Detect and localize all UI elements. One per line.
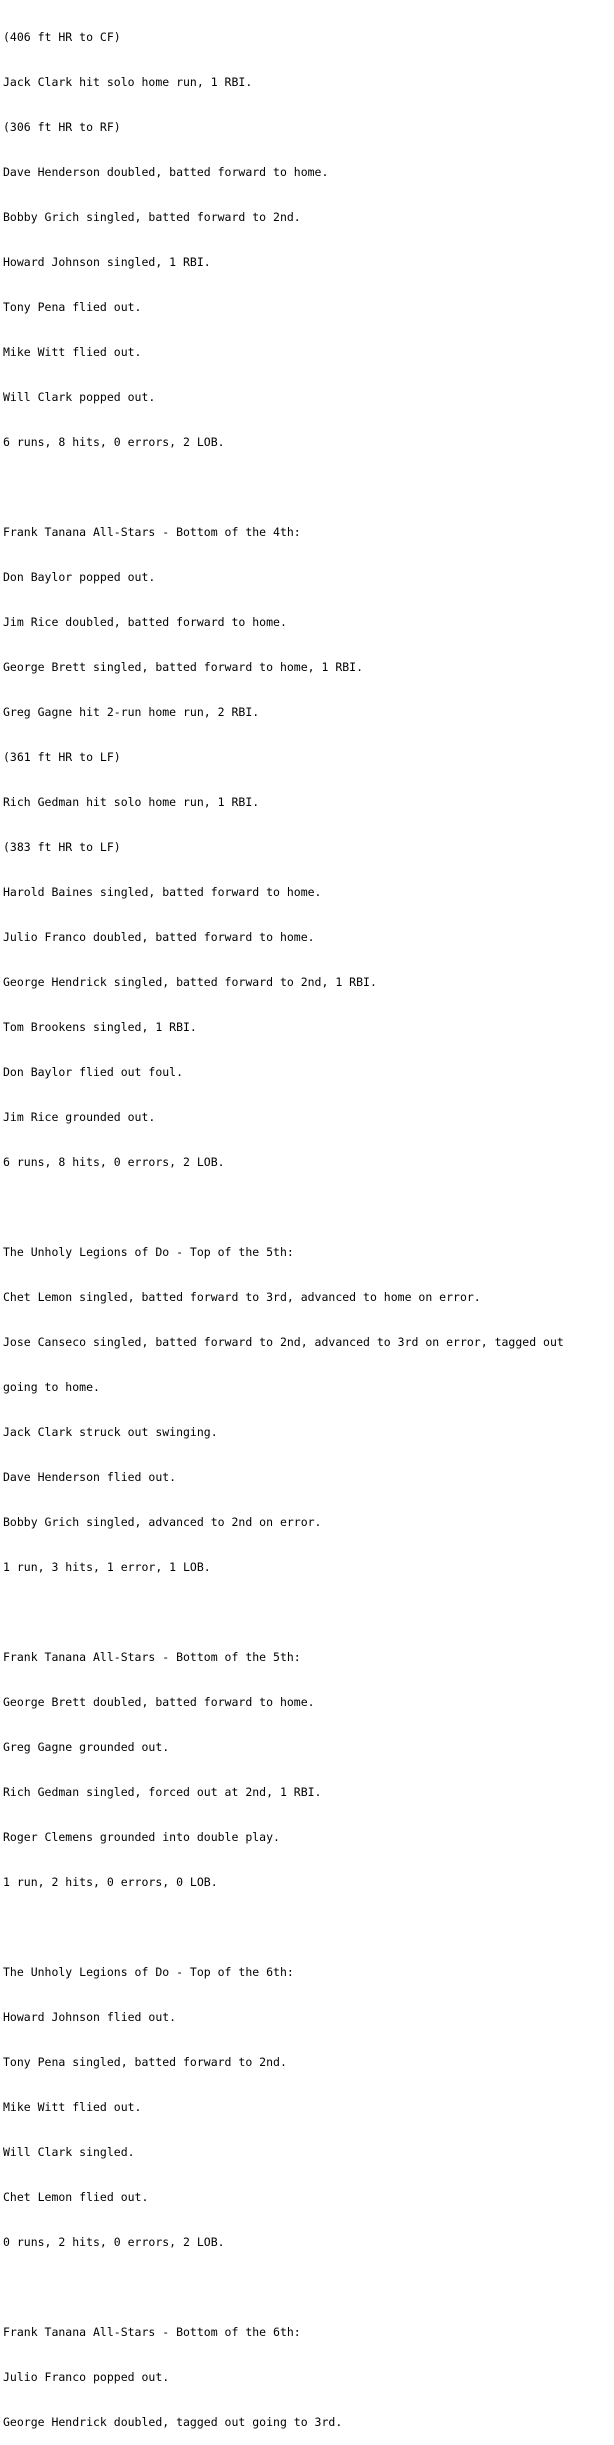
- log-line: (306 ft HR to RF): [3, 120, 121, 134]
- log-line: Dave Henderson flied out.: [3, 1470, 177, 1484]
- log-line: Chet Lemon singled, batted forward to 3rd, advanced to home on error.: [3, 1290, 481, 1304]
- blank-line: [3, 1605, 611, 1620]
- log-line: (361 ft HR to LF): [3, 750, 121, 764]
- inning-header: The Unholy Legions of Do - Top of the 6th:: [3, 1965, 294, 1979]
- log-line: Bobby Grich singled, advanced to 2nd on error.: [3, 1515, 322, 1529]
- log-line: Roger Clemens grounded into double play.: [3, 1830, 280, 1844]
- log-line: Jose Canseco singled, batted forward to 2nd, advanced to 3rd on error, tagged out: [3, 1335, 564, 1349]
- log-line: (383 ft HR to LF): [3, 840, 121, 854]
- log-line: Will Clark popped out.: [3, 390, 156, 404]
- log-line: Don Baylor popped out.: [3, 570, 156, 584]
- log-line: Rich Gedman hit solo home run, 1 RBI.: [3, 795, 260, 809]
- log-line: Chet Lemon flied out.: [3, 2190, 149, 2204]
- log-line: Jack Clark struck out swinging.: [3, 1425, 218, 1439]
- inning-header: Frank Tanana All-Stars - Bottom of the 4th:: [3, 525, 301, 539]
- log-line: Will Clark singled.: [3, 2145, 135, 2159]
- inning-header: Frank Tanana All-Stars - Bottom of the 6th:: [3, 2325, 301, 2339]
- inning-summary: 1 run, 2 hits, 0 errors, 0 LOB.: [3, 1875, 218, 1889]
- log-line: Julio Franco popped out.: [3, 2370, 170, 2384]
- log-line: Greg Gagne hit 2-run home run, 2 RBI.: [3, 705, 260, 719]
- log-line: Tom Brookens singled, 1 RBI.: [3, 1020, 197, 1034]
- log-line: Mike Witt flied out.: [3, 2100, 142, 2114]
- log-line: Mike Witt flied out.: [3, 345, 142, 359]
- inning-summary: 6 runs, 8 hits, 0 errors, 2 LOB.: [3, 435, 225, 449]
- log-line: Don Baylor flied out foul.: [3, 1065, 184, 1079]
- inning-summary: 0 runs, 2 hits, 0 errors, 2 LOB.: [3, 2235, 225, 2249]
- log-line: Greg Gagne grounded out.: [3, 1740, 170, 1754]
- inning-summary: 6 runs, 8 hits, 0 errors, 2 LOB.: [3, 1155, 225, 1169]
- log-line: George Brett singled, batted forward to home, 1 RBI.: [3, 660, 364, 674]
- log-line: Dave Henderson doubled, batted forward to home.: [3, 165, 329, 179]
- inning-header: Frank Tanana All-Stars - Bottom of the 5th:: [3, 1650, 301, 1664]
- log-line: Jim Rice doubled, batted forward to home.: [3, 615, 287, 629]
- log-line: Howard Johnson singled, 1 RBI.: [3, 255, 211, 269]
- log-line: Julio Franco doubled, batted forward to home.: [3, 930, 315, 944]
- inning-summary: 1 run, 3 hits, 1 error, 1 LOB.: [3, 1560, 211, 1574]
- log-line: Tony Pena singled, batted forward to 2nd.: [3, 2055, 287, 2069]
- log-line: George Hendrick doubled, tagged out going to 3rd.: [3, 2415, 343, 2429]
- blank-line: [3, 1920, 611, 1935]
- log-line: (406 ft HR to CF): [3, 30, 121, 44]
- inning-header: The Unholy Legions of Do - Top of the 5th:: [3, 1245, 294, 1259]
- log-line: Jack Clark hit solo home run, 1 RBI.: [3, 75, 253, 89]
- blank-line: [3, 480, 611, 495]
- log-line: Tony Pena flied out.: [3, 300, 142, 314]
- blank-line: [3, 2280, 611, 2295]
- log-line: going to home.: [3, 1380, 100, 1394]
- log-line: George Hendrick singled, batted forward to 2nd, 1 RBI.: [3, 975, 377, 989]
- log-line: Harold Baines singled, batted forward to home.: [3, 885, 322, 899]
- log-line: Bobby Grich singled, batted forward to 2nd.: [3, 210, 301, 224]
- play-by-play-log: [3, 0, 611, 2445]
- log-line: George Brett doubled, batted forward to home.: [3, 1695, 315, 1709]
- blank-line: [3, 1200, 611, 1215]
- log-line: Howard Johnson flied out.: [3, 2010, 177, 2024]
- log-line: Jim Rice grounded out.: [3, 1110, 156, 1124]
- log-line: Rich Gedman singled, forced out at 2nd, 1 RBI.: [3, 1785, 322, 1799]
